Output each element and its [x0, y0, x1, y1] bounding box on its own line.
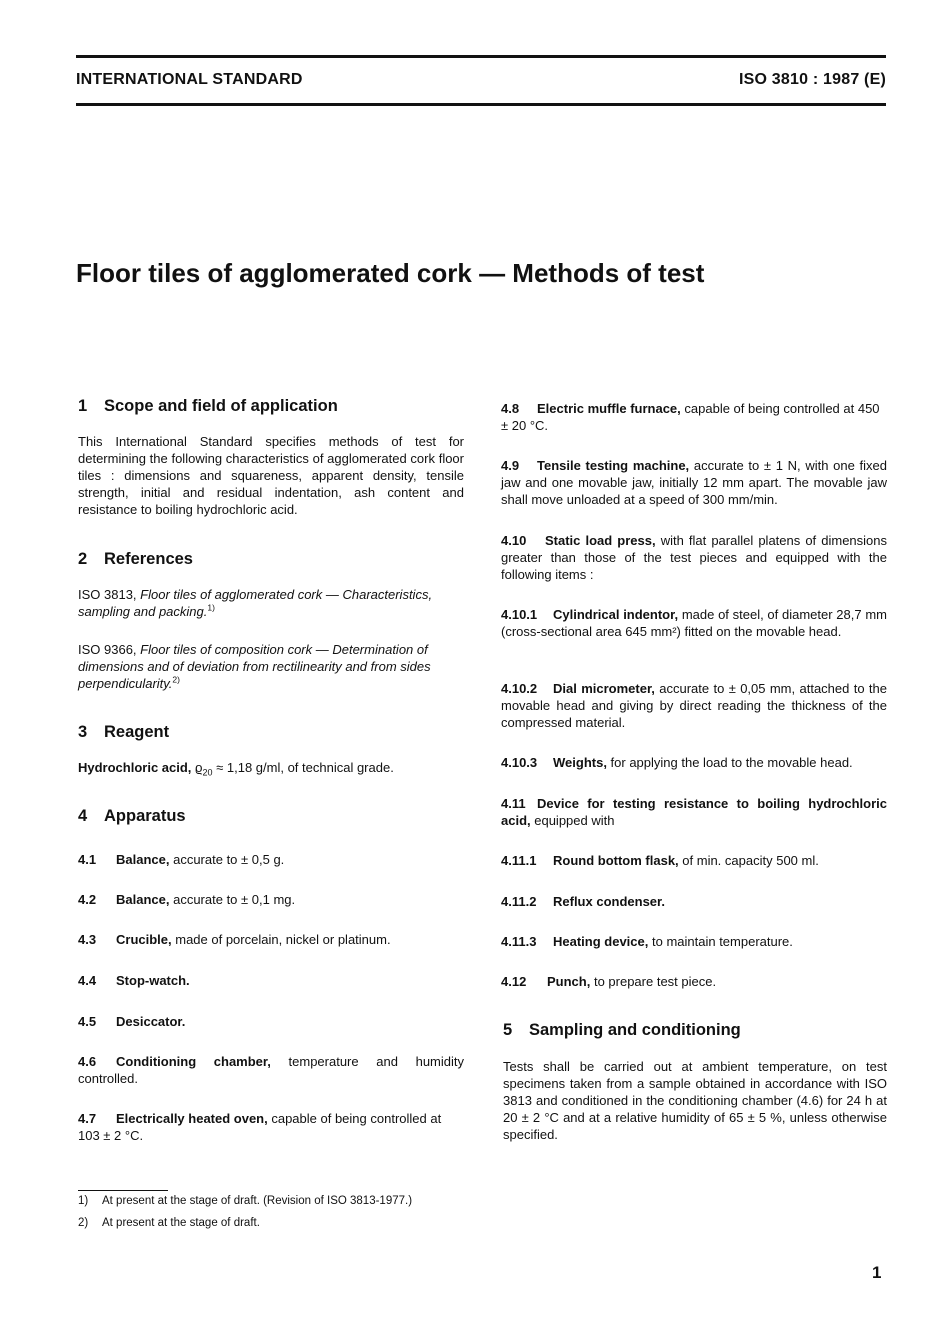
- item-4-10: 4.10 Static load press, with flat parallel platens of dimensions greater than those of the test pieces and equipped with the following items :: [501, 533, 888, 582]
- footnote-1: 1) At present at the stage of draft. (Revision of ISO 3813-1977.): [78, 1195, 413, 1207]
- item-4-7: 4.7 Electrically heated oven, capable of being controlled at 103 ± 2 °C.: [78, 1111, 442, 1143]
- document-title: Floor tiles of agglomerated cork — Methods of test: [76, 258, 705, 288]
- item-4-8: 4.8 Electric muffle furnace, capable of being controlled at 450 ± 20 °C.: [501, 401, 880, 433]
- header-bottom-rule: [76, 103, 886, 106]
- footnote-rule: [78, 1190, 168, 1191]
- header-left: INTERNATIONAL STANDARD: [76, 71, 303, 88]
- item-4-11: 4.11 Device for testing resistance to boiling hydrochloric acid, equipped with: [501, 796, 887, 828]
- header-top-rule: [76, 55, 886, 58]
- section-5-heading: 5 Sampling and conditioning: [503, 1021, 741, 1039]
- reference-1: ISO 3813, Floor tiles of agglomerated cork — Characteristics, sampling and packing.$^{1)}$: [78, 587, 433, 619]
- item-4-2: 4.2 Balance, accurate to ± 0,1 mg.: [78, 892, 296, 907]
- footnote-2: 2) At present at the stage of draft.: [78, 1217, 260, 1229]
- section-1-text: This International Standard specifies methods of test for determining the following characteristics of agglomerated cork floor tiles : dimensions and squareness, apparent density, tensile strength, initial and residual indentation, ash content and resistance to boiling hydrochloric acid.: [78, 434, 464, 517]
- section-4-heading: 4 Apparatus: [78, 807, 186, 825]
- section-2-heading: 2 References: [78, 550, 193, 568]
- item-4-11-2: 4.11.2 Reflux condenser.: [501, 894, 665, 909]
- reagent-text: Hydrochloric acid, $ϱ_{20} \approx 1,18$ g/ml, of technical grade.: [78, 760, 394, 778]
- section-5-text: Tests shall be carried out at ambient temperature, on test specimens taken from a sample obtained in accordance with ISO 3813 and conditioned in the conditioning chamber (4.6) for 24 h at 20 ± 2 °C and at a relative humidity of 65 ± 5 %, unless otherwise specified.: [503, 1059, 887, 1142]
- header-right: ISO 3810 : 1987 (E): [739, 71, 886, 88]
- item-4-4: 4.4 Stop-watch.: [78, 973, 190, 988]
- item-4-12: 4.12 Punch, to prepare test piece.: [501, 974, 717, 989]
- section-3-heading: 3 Reagent: [78, 723, 170, 741]
- page-number: 1: [872, 1263, 882, 1282]
- item-4-5: 4.5 Desiccator.: [78, 1014, 186, 1029]
- reference-2: ISO 9366, Floor tiles of composition cork — Determination of dimensions and of deviation from rectilinearity and from sides perpendicularity.$^{2)}$: [78, 642, 431, 691]
- item-4-10-1: 4.10.1 Cylindrical indentor, made of steel, of diameter 28,7 mm (cross-sectional area 645 mm²) fitted on the movable head.: [501, 607, 887, 639]
- section-1-heading: 1 Scope and field of application: [78, 397, 338, 415]
- item-4-3: 4.3 Crucible, made of porcelain, nickel or platinum.: [78, 932, 391, 947]
- item-4-11-1: 4.11.1 Round bottom flask, of min. capacity 500 ml.: [501, 853, 819, 868]
- item-4-6: 4.6 Conditioning chamber, temperature and humidity controlled.: [78, 1054, 464, 1086]
- item-4-10-2: 4.10.2 Dial micrometer, accurate to ± 0,05 mm, attached to the movable head and giving by direct reading the thickness of the compressed material.: [501, 681, 887, 730]
- item-4-9: 4.9 Tensile testing machine, accurate to ± 1 N, with one fixed jaw and one movable jaw, initially 12 mm apart. The movable jaw shall move unloaded at a speed of 300 mm/min.: [501, 458, 887, 507]
- item-4-10-3: 4.10.3 Weights, for applying the load to the movable head.: [501, 755, 853, 770]
- item-4-11-3: 4.11.3 Heating device, to maintain temperature.: [501, 934, 793, 949]
- item-4-1: 4.1 Balance, accurate to ± 0,5 g.: [78, 852, 285, 867]
